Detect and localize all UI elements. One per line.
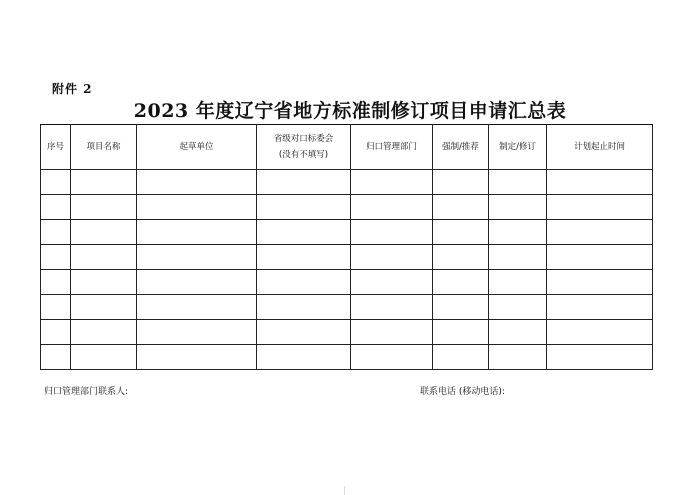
table-cell xyxy=(547,220,653,245)
table-row xyxy=(41,195,653,220)
table-cell xyxy=(71,195,137,220)
table-header-row xyxy=(41,125,653,170)
table-cell xyxy=(257,345,351,370)
phone-label: 联系电话 (移动电话): xyxy=(420,387,505,397)
table-cell xyxy=(71,320,137,345)
table-cell xyxy=(257,270,351,295)
table-body xyxy=(41,170,653,370)
table-cell xyxy=(433,270,489,295)
table-cell xyxy=(489,295,547,320)
table-row xyxy=(41,270,653,295)
table-cell xyxy=(257,245,351,270)
attachment-label: 附件 2 xyxy=(52,82,93,96)
header-mandatory-recommended: 强制/推荐 xyxy=(433,125,489,170)
table-cell xyxy=(71,345,137,370)
table-cell xyxy=(41,220,71,245)
table-cell xyxy=(489,345,547,370)
table-cell xyxy=(351,195,433,220)
table-cell xyxy=(71,270,137,295)
table-cell xyxy=(257,220,351,245)
table-cell xyxy=(351,245,433,270)
table-cell xyxy=(489,270,547,295)
document-title: 2023 年度辽宁省地方标准制修订项目申请汇总表 xyxy=(133,100,567,122)
table-cell xyxy=(489,220,547,245)
table-cell xyxy=(41,245,71,270)
header-management-dept: 归口管理部门 xyxy=(351,125,433,170)
table-cell xyxy=(137,270,257,295)
table-cell xyxy=(433,245,489,270)
table-cell xyxy=(41,170,71,195)
header-planned-period: 计划起止时间 xyxy=(547,125,653,170)
table-cell xyxy=(41,195,71,220)
table-cell xyxy=(489,170,547,195)
table-cell xyxy=(547,245,653,270)
table-cell xyxy=(137,195,257,220)
header-project-name: 项目名称 xyxy=(71,125,137,170)
table-cell xyxy=(489,320,547,345)
table-cell xyxy=(41,270,71,295)
fold-mark xyxy=(344,486,345,495)
table-row xyxy=(41,320,653,345)
table-cell xyxy=(257,195,351,220)
table-cell xyxy=(547,170,653,195)
table-cell xyxy=(351,220,433,245)
summary-table xyxy=(40,124,653,370)
header-formulate-revise: 制定/修订 xyxy=(489,125,547,170)
table-cell xyxy=(433,195,489,220)
table-cell xyxy=(547,295,653,320)
table-cell xyxy=(257,320,351,345)
table-cell xyxy=(41,295,71,320)
table-cell xyxy=(433,320,489,345)
table-cell xyxy=(137,295,257,320)
table-cell xyxy=(71,245,137,270)
table-cell xyxy=(137,220,257,245)
table-cell xyxy=(71,295,137,320)
table-cell xyxy=(137,345,257,370)
table-cell xyxy=(433,295,489,320)
table-cell xyxy=(137,245,257,270)
table-cell xyxy=(351,270,433,295)
table-cell xyxy=(351,295,433,320)
table-row xyxy=(41,170,653,195)
table-cell xyxy=(41,345,71,370)
header-committee xyxy=(257,125,351,170)
table-cell xyxy=(137,170,257,195)
table-cell xyxy=(137,320,257,345)
table-row xyxy=(41,220,653,245)
table-cell xyxy=(41,320,71,345)
table-cell xyxy=(433,345,489,370)
header-committee-line2: (没有不填写) xyxy=(278,150,329,160)
table-cell xyxy=(547,345,653,370)
header-drafting-unit: 起草单位 xyxy=(137,125,257,170)
table-row xyxy=(41,345,653,370)
table-cell xyxy=(547,195,653,220)
table-cell xyxy=(547,320,653,345)
header-seq: 序号 xyxy=(41,125,71,170)
table-cell xyxy=(351,345,433,370)
contact-label: 归口管理部门联系人: xyxy=(44,387,129,397)
table-cell xyxy=(433,170,489,195)
table-cell xyxy=(489,245,547,270)
table-row xyxy=(41,245,653,270)
table-cell xyxy=(433,220,489,245)
table-cell xyxy=(71,170,137,195)
table-cell xyxy=(547,270,653,295)
table-cell xyxy=(257,170,351,195)
table-cell xyxy=(489,195,547,220)
table-cell xyxy=(71,220,137,245)
header-committee-line1: 省级对口标委会 xyxy=(273,133,334,144)
table-cell xyxy=(351,170,433,195)
table-row xyxy=(41,295,653,320)
table-cell xyxy=(257,295,351,320)
table-cell xyxy=(351,320,433,345)
